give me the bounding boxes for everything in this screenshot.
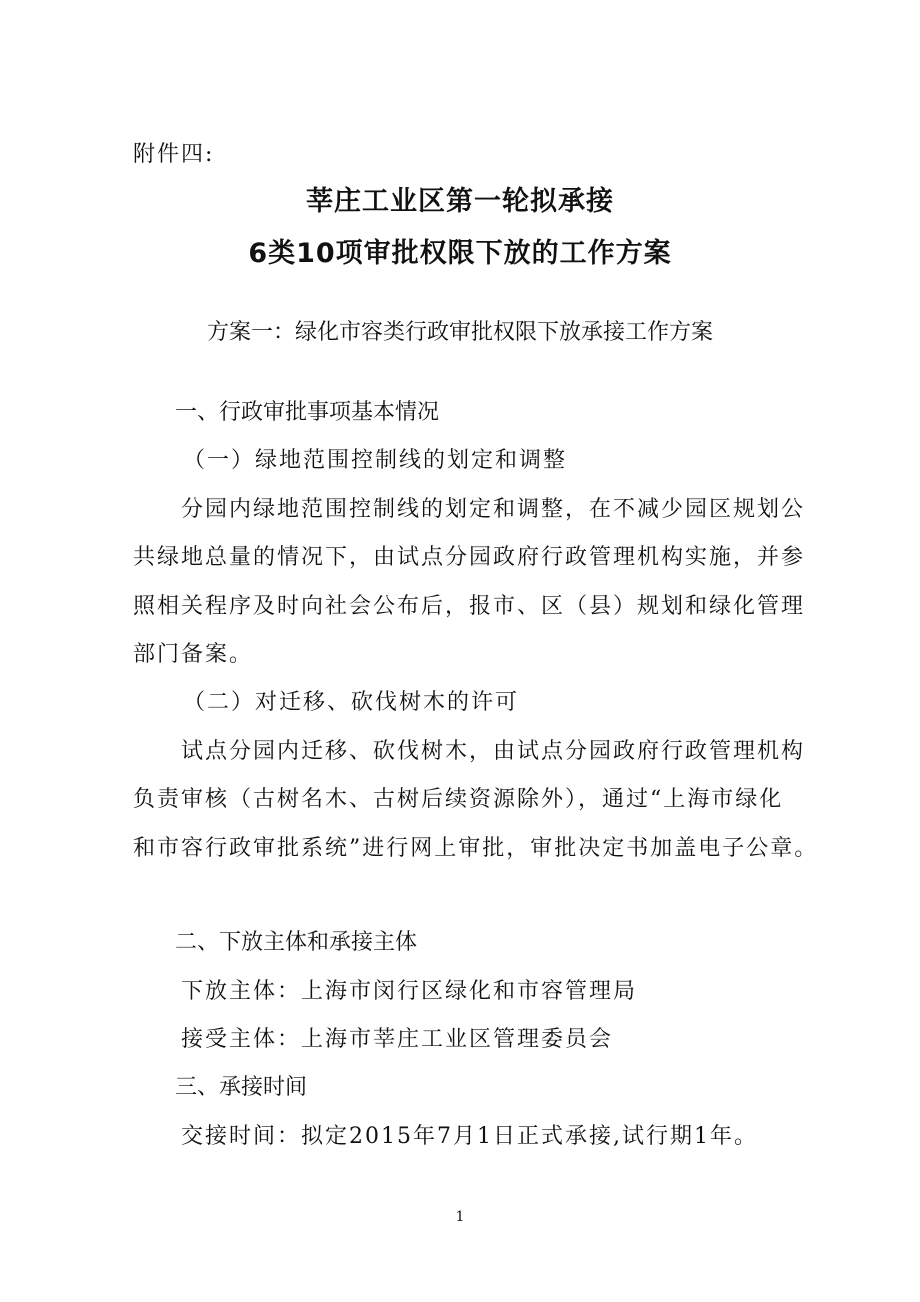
section-1-heading: 一、行政审批事项基本情况 — [175, 400, 440, 425]
item-2-line-3: 和市容行政审批系统”进行网上审批，审批决定书加盖电子公章。 — [133, 836, 819, 861]
plan-title: 方案一：绿化市容类行政审批权限下放承接工作方案 — [206, 320, 713, 345]
item-1-line-1: 分园内绿地范围控制线的划定和调整，在不减少园区规划公 — [181, 497, 806, 522]
section-2-heading: 二、下放主体和承接主体 — [175, 930, 418, 955]
section-2-line-2: 接受主体：上海市莘庄工业区管理委员会 — [181, 1027, 614, 1052]
section-3-heading: 三、承接时间 — [175, 1075, 308, 1100]
item-1-heading: （一）绿地范围控制线的划定和调整 — [183, 448, 568, 473]
document-title-line-1: 莘庄工业区第一轮拟承接 — [306, 186, 614, 217]
section-2-line-1: 下放主体：上海市闵行区绿化和市容管理局 — [181, 979, 638, 1004]
section-3-line-1: 交接时间：拟定2015年7月1日正式承接,试行期1年。 — [181, 1124, 758, 1149]
item-1-line-2: 共绿地总量的情况下，由试点分园政府行政管理机构实施，并参 — [133, 545, 806, 570]
item-2-line-1: 试点分园内迁移、砍伐树木，由试点分园政府行政管理机构 — [181, 739, 806, 764]
document-title-line-2: 6类10项审批权限下放的工作方案 — [248, 238, 672, 269]
item-2-heading: （二）对迁移、砍伐树木的许可 — [183, 690, 520, 715]
item-2-line-2: 负责审核（古树名木、古树后续资源除外），通过“上海市绿化 — [133, 787, 784, 812]
attachment-label: 附件四: — [133, 142, 215, 167]
page-number: 1 — [455, 1209, 465, 1225]
item-1-line-4: 部门备案。 — [133, 642, 254, 667]
item-1-line-3: 照相关程序及时向社会公布后，报市、区（县）规划和绿化管理 — [133, 594, 806, 619]
